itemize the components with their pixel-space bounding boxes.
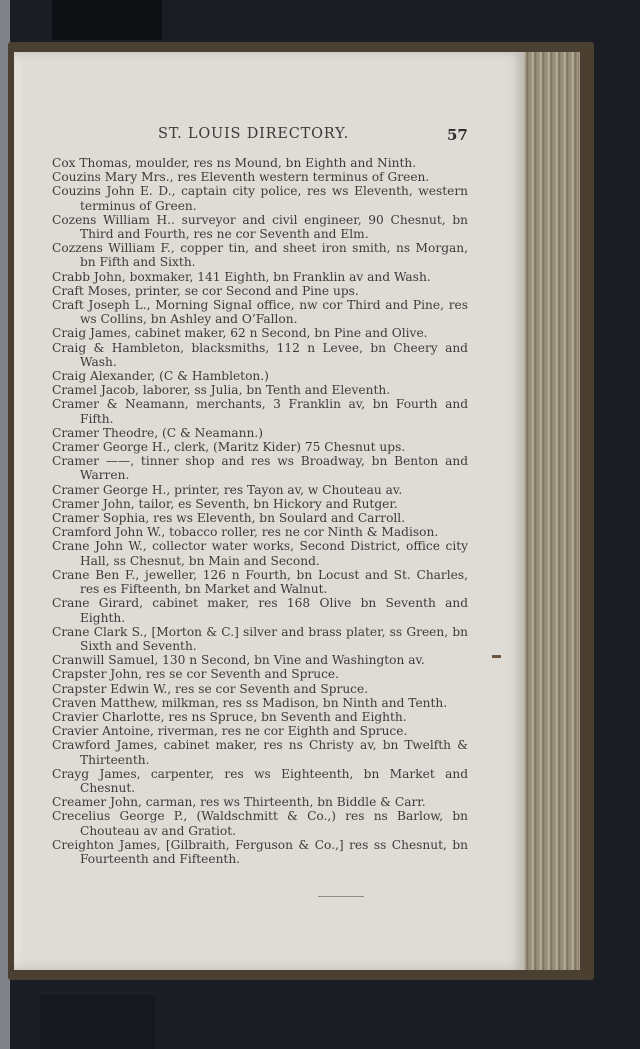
directory-entry: Crane Girard, cabinet maker, res 168 Olive bn Seventh and Eighth. — [52, 596, 468, 625]
directory-entry: Cozens William H.. surveyor and civil engineer, 90 Chesnut, bn Third and Fourth, res ne cor Seventh and Elm. — [52, 212, 468, 242]
directory-entry: Creamer John, carman, res ws Thirteenth, bn Biddle & Carr. — [52, 795, 426, 810]
directory-entry: Craig & Hambleton, blacksmiths, 112 n Levee, bn Cheery and Wash. — [52, 340, 468, 369]
directory-entry: Creighton James, [Gilbraith, Ferguson & Co.,] res ss Chesnut, bn Fourteenth and Fifteenth. — [52, 837, 468, 866]
background-block-bottom — [40, 995, 155, 1049]
directory-entry: Couzins Mary Mrs., res Eleventh western terminus of Green. — [52, 170, 430, 185]
directory-entry: Cravier Antoine, riverman, res ne cor Eighth and Spruce. — [52, 724, 408, 739]
end-rule — [318, 896, 364, 897]
directory-entry: Crane Clark S., [Morton & C.] silver and brass plater, ss Green, bn Sixth and Seventh. — [52, 624, 468, 653]
background-block — [52, 0, 162, 40]
directory-entry: Cramel Jacob, laborer, ss Julia, bn Tenth and Eleventh. — [52, 383, 391, 398]
directory-entry: Cramer Theodre, (C & Neamann.) — [52, 425, 263, 440]
directory-entry: Crecelius George P., (Waldschmitt & Co.,) res ns Barlow, bn Chouteau av and Gratiot. — [52, 809, 468, 838]
directory-entry: Crapster John, res se cor Seventh and Spruce. — [52, 667, 339, 682]
directory-entry: Cravier Charlotte, res ns Spruce, bn Seventh and Eighth. — [52, 709, 407, 724]
running-head: ST. LOUIS DIRECTORY. — [158, 126, 349, 142]
directory-entries — [52, 156, 468, 866]
directory-entry: Cramer ——, tinner shop and res ws Broadway, bn Benton and Warren. — [52, 454, 468, 483]
directory-entry: Cranwill Samuel, 130 n Second, bn Vine and Washington av. — [52, 653, 425, 668]
directory-entry: Cramer Sophia, res ws Eleventh, bn Soulard and Carroll. — [52, 511, 406, 526]
directory-entry: Couzins John E. D., captain city police, res ws Eleventh, western terminus of Green. — [52, 184, 468, 213]
directory-entry: Cramer John, tailor, es Seventh, bn Hickory and Rutger. — [52, 496, 398, 511]
page-number: 57 — [447, 126, 468, 144]
directory-entry: Crabb John, boxmaker, 141 Eighth, bn Franklin av and Wash. — [52, 269, 431, 284]
directory-entry: Craft Moses, printer, se cor Second and Pine ups. — [52, 283, 359, 298]
directory-entry: Craig Alexander, (C & Hambleton.) — [52, 369, 269, 384]
directory-entry: Cramer George H., printer, res Tayon av, w Chouteau av. — [52, 482, 403, 497]
directory-entry: Crane Ben F., jeweller, 126 n Fourth, bn Locust and St. Charles, res es Fifteenth, bn Market and Walnut. — [52, 567, 468, 597]
directory-entry: Craven Matthew, milkman, res ss Madison, bn Ninth and Tenth. — [52, 695, 448, 710]
directory-entry: Cramford John W., tobacco roller, res ne cor Ninth & Madison. — [52, 525, 439, 540]
margin-mark — [492, 655, 501, 658]
directory-entry: Cramer George H., clerk, (Maritz Kider) 75 Chesnut ups. — [52, 440, 406, 455]
directory-entry: Cox Thomas, moulder, res ns Mound, bn Eighth and Ninth. — [52, 156, 417, 170]
directory-entry: Cramer & Neamann, merchants, 3 Franklin av, bn Fourth and Fifth. — [52, 397, 468, 426]
page-edges — [522, 52, 580, 970]
directory-entry: Crawford James, cabinet maker, res ns Christy av, bn Twelfth & Thirteenth. — [52, 738, 468, 767]
directory-entry: Craig James, cabinet maker, 62 n Second, bn Pine and Olive. — [52, 326, 428, 341]
directory-entry: Crapster Edwin W., res se cor Seventh and Spruce. — [52, 681, 369, 696]
directory-entry: Crayg James, carpenter, res ws Eighteenth, bn Market and Chesnut. — [52, 766, 468, 795]
directory-entry: Crane John W., collector water works, Second District, office city Hall, ss Chesnut, bn Main and Second. — [52, 539, 468, 568]
directory-entry: Craft Joseph L., Morning Signal office, nw cor Third and Pine, res ws Collins, bn Ashley and O’Fallon. — [52, 298, 468, 327]
directory-entry: Cozzens William F., copper tin, and sheet iron smith, ns Morgan, bn Fifth and Sixth. — [52, 241, 468, 270]
